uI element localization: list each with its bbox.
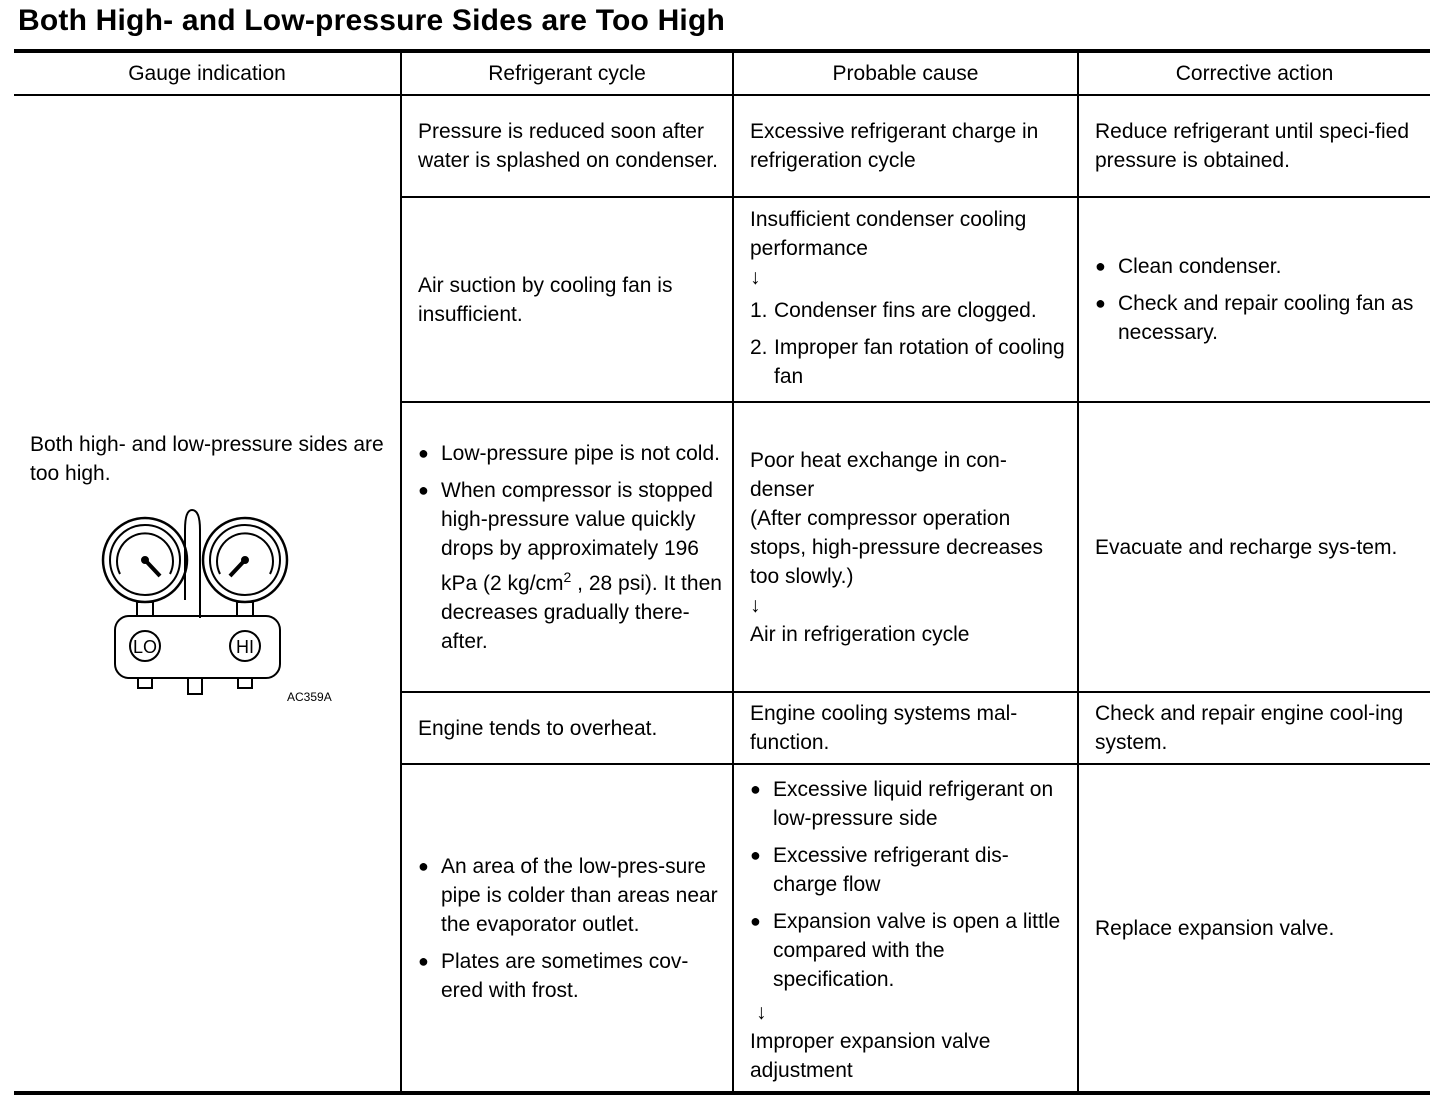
- arrow-down-icon: ↓: [750, 593, 761, 617]
- lo-label: LO: [132, 637, 158, 657]
- arrow-down-icon: ↓: [750, 265, 761, 289]
- list-item: ● Excessive liquid refrigerant on low-pressure side: [750, 775, 1069, 833]
- bullet-icon: ●: [1095, 293, 1106, 313]
- row2-corrective-action: [1079, 198, 1430, 401]
- header-refrigerant-cycle: Refrigerant cycle: [488, 61, 646, 85]
- list-item: 1. Condenser fins are clogged.: [750, 298, 1037, 322]
- gauge-indication-text: Both high- and low-pressure sides are too high.: [30, 433, 384, 485]
- list-item: ● When compressor is stopped high-pressure value quickly drops by approximately 196 kPa (2 $kg/cm^2$ , 28 psi). It then decreases gradually there-after.: [418, 476, 724, 656]
- list-item: ● Excessive refrigerant dis-charge flow: [750, 841, 1069, 899]
- bullet-icon: ●: [418, 479, 429, 500]
- row4-refrigerant-cycle: Engine tends to overheat.: [418, 716, 658, 740]
- row5-refrigerant-cycle: [402, 765, 732, 1091]
- row3-refrigerant-cycle: [402, 403, 732, 691]
- row3-probable-cause: Poor heat exchange in con-denser (After compressor operation stops, high-pressure decreases too slowly.) ↓ Air in refrigeration cycle: [734, 403, 1077, 691]
- header-probable-cause: Probable cause: [832, 61, 979, 85]
- bullet-icon: ●: [1095, 256, 1106, 276]
- list-item: ● Check and repair cooling fan as necessary.: [1095, 289, 1422, 347]
- list-item: ● Low-pressure pipe is not cold.: [418, 439, 724, 468]
- header-gauge-indication: Gauge indication: [128, 61, 286, 85]
- row1-refrigerant-cycle: Pressure is reduced soon after water is splashed on condenser.: [418, 120, 719, 172]
- page-title: Both High- and Low-pressure Sides are Too High: [18, 4, 726, 37]
- row4-corrective-action: Check and repair engine cool-ing system.: [1095, 702, 1404, 754]
- header-corrective-action: Corrective action: [1175, 61, 1334, 85]
- hi-label: HI: [236, 637, 254, 657]
- list-item: 2. Improper fan rotation of cooling fan: [750, 335, 1065, 388]
- bullet-icon: ●: [750, 845, 761, 865]
- row4-probable-cause: Engine cooling systems mal-function.: [750, 702, 1018, 754]
- bullet-icon: ●: [418, 442, 429, 463]
- bullet-icon: ●: [418, 855, 429, 876]
- bullet-icon: ●: [418, 950, 429, 971]
- row5-corrective-action: Replace expansion valve.: [1095, 916, 1335, 940]
- list-item: ● An area of the low-pres-sure pipe is colder than areas near the evaporator outlet.: [418, 852, 724, 939]
- manifold-gauge-illustration: [100, 500, 360, 710]
- row2-refrigerant-cycle: Air suction by cooling fan is insufficient.: [418, 273, 673, 326]
- figure-code: AC359A: [287, 690, 332, 704]
- row5-probable-cause: ● Excessive liquid refrigerant on low-pressure side ● Excessive refrigerant dis-charge flow ● Expansion valve is open a little compared with the specification. ↓ Improper expansion valve adjustment: [734, 765, 1077, 1091]
- table-bottom-rule: [14, 1091, 1430, 1095]
- list-item: ● Expansion valve is open a little compared with the specification.: [750, 907, 1069, 994]
- bullet-icon: ●: [750, 779, 761, 799]
- row1-probable-cause: Excessive refrigerant charge in refrigeration cycle: [750, 120, 1039, 172]
- list-item: ● Clean condenser.: [1095, 252, 1422, 281]
- list-item: ● Plates are sometimes cov-ered with frost.: [418, 947, 724, 1005]
- arrow-down-icon: ↓: [756, 1001, 767, 1024]
- row2-probable-cause: Insufficient condenser cooling performance ↓ 1. Condenser fins are clogged. 2. Improper fan rotation of cooling fan: [734, 198, 1077, 401]
- row3-corrective-action: Evacuate and recharge sys-tem.: [1095, 535, 1398, 559]
- bullet-icon: ●: [750, 911, 761, 931]
- row1-corrective-action: Reduce refrigerant until speci-fied pressure is obtained.: [1095, 120, 1409, 172]
